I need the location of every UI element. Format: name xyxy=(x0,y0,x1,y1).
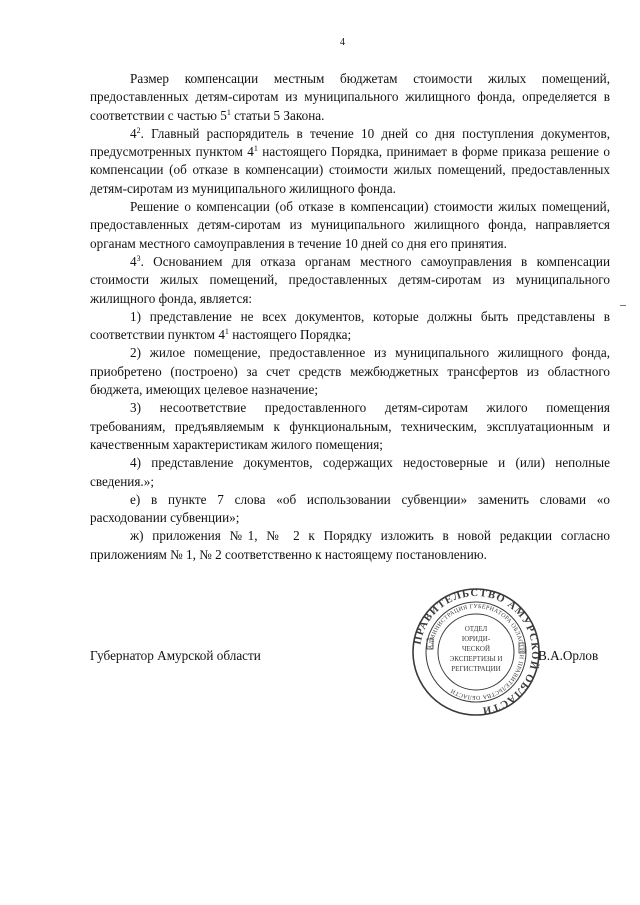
body-paragraph xyxy=(90,253,610,308)
paragraph-text: 4 xyxy=(130,125,137,141)
superscript-index: 1 xyxy=(224,327,229,337)
paragraph-text: 1) представление не всех документов, которые должны быть представлены в соответствии пунктом 4 xyxy=(90,308,610,343)
body-paragraph xyxy=(90,344,610,399)
document-body xyxy=(90,70,610,564)
scan-artifact-mark xyxy=(620,305,626,306)
stamp-center-line: ОТДЕЛ xyxy=(464,625,488,633)
paragraph-text: 4 xyxy=(130,253,137,269)
paragraph-text: . Главный распорядитель в течение 10 дней со дня поступления документов, предусмотренных пунктом 4 xyxy=(90,125,610,160)
paragraph-text: настоящего Порядка, принимает в форме приказа решение о компенсации (об отказе в компенсации) стоимости жилых помещений, предоставленных детям-сиротам из муниципального жилищного фонда. xyxy=(90,144,610,196)
stamp-center-line: ЭКСПЕРТИЗЫ И xyxy=(449,655,503,663)
paragraph-text: 2) жилое помещение, предоставленное из муниципального жилищного фонда, приобретено (построено) за счет средств межбюджетных трансфертов из областного бюджета, имеющих целевое назначение; xyxy=(90,345,610,398)
superscript-index: 1 xyxy=(226,107,231,117)
body-paragraph xyxy=(90,527,610,564)
body-paragraph xyxy=(90,125,610,198)
paragraph-text: ж) приложения №1, № 2 к Порядку изложить в новой редакции согласно приложениям № 1, № 2 соответственно к настоящему постановлению. xyxy=(90,528,610,562)
body-paragraph xyxy=(90,491,610,528)
paragraph-text: е) в пункте 7 слова «об использовании субвенции» заменить словами «о расходовании субвенции»; xyxy=(90,491,610,526)
body-paragraph xyxy=(90,399,610,454)
stamp-outer-text: ПРАВИТЕЛЬСТВО АМУРСКОЙ ОБЛАСТИ xyxy=(412,587,541,716)
paragraph-text: 4) представление документов, содержащих недостоверные и (или) неполные сведения.»; xyxy=(90,455,610,489)
body-paragraph xyxy=(90,454,610,491)
stamp-center-text xyxy=(450,625,503,673)
paragraph-text: . Основанием для отказа органам местного самоуправления в компенсации стоимости жилых помещений, предоставленных детям-сиротам из муниципального жилищного фонда, является: xyxy=(90,253,610,306)
paragraph-text: статьи 5 Закона. xyxy=(230,107,325,123)
superscript-index: 1 xyxy=(253,144,258,154)
official-seal-stamp xyxy=(411,587,541,717)
stamp-inner-text: АДМИНИСТРАЦИЯ ГУБЕРНАТОРА ОБЛАСТИ И ПРАВИТЕЛЬСТВА ОБЛАСТИ xyxy=(428,603,525,701)
body-paragraph xyxy=(90,70,610,125)
signer-name: В.А.Орлов xyxy=(538,648,599,663)
body-paragraph xyxy=(90,198,610,253)
paragraph-text: 3) несоответствие предоставленного детям-сиротам жилого помещения требованиям, предъявляемым к функциональным, техническим, эксплуатационным и качественным характеристикам жилого помещения; xyxy=(90,400,610,452)
stamp-center-line: РЕГИСТРАЦИИ xyxy=(451,665,501,673)
superscript-index: 3 xyxy=(136,253,141,263)
signer-title: Губернатор Амурской области xyxy=(90,648,261,663)
paragraph-text: Размер компенсации местным бюджетам стоимости жилых помещений, предоставленных детям-сиротам из муниципального жилищного фонда, определяется в соответствии с частью 5 xyxy=(90,71,610,123)
stamp-center-line: ЧЕСКОЙ xyxy=(461,645,491,653)
superscript-index: 2 xyxy=(136,125,141,135)
stamp-center-line: ЮРИДИ- xyxy=(461,635,491,643)
page-number: 4 xyxy=(340,37,345,48)
body-paragraph xyxy=(90,308,610,345)
paragraph-text: Решение о компенсации (об отказе в компенсации) стоимости жилых помещений, предоставленных детям-сиротам из муниципального жилищного фонда, направляется органам местного самоуправления в течение 10 дней со дня его принятия. xyxy=(90,199,610,251)
paragraph-text: настоящего Порядка; xyxy=(228,327,352,343)
